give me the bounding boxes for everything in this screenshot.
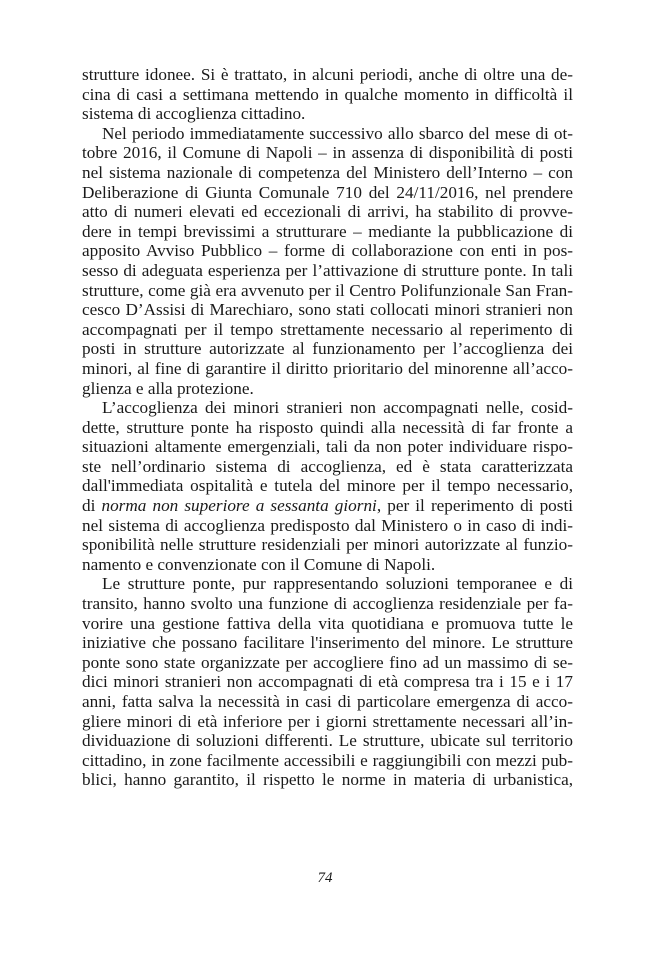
text-line: minori, al fine di garantire il diritto prioritario del minorenne all’acco- — [82, 358, 573, 378]
text-segment: di — [82, 496, 102, 516]
text-line: ponte sono state organizzate per accogliere fino ad un massimo di se- — [82, 652, 573, 672]
text-line: vorire una gestione fattiva della vita quotidiana e promuova tutte le — [82, 613, 573, 633]
text-line: sesso di adeguata esperienza per l’attivazione di strutture ponte. In tali — [82, 260, 573, 280]
text-line: situazioni altamente emergenziali, tali da non poter individuare rispo- — [82, 437, 573, 457]
text-line: tobre 2016, il Comune di Napoli – in assenza di disponibilità di posti — [82, 143, 573, 163]
text-line: iniziative che possano facilitare l'inserimento del minore. Le strutture — [82, 633, 573, 653]
body-text — [82, 65, 573, 790]
text-line: dici minori stranieri non accompagnati di età compresa tra i 15 e i 17 — [82, 672, 573, 692]
page-number: 74 — [317, 870, 333, 886]
text-line: dette, strutture ponte ha risposto quindi alla necessità di far fronte a — [82, 417, 573, 437]
text-line: cesco D’Assisi di Marechiaro, sono stati collocati minori stranieri non — [82, 300, 573, 320]
text-line: nel sistema nazionale di competenza del Ministero dell’Interno – con — [82, 162, 573, 182]
text-line: Nel periodo immediatamente successivo allo sbarco del mese di ot- — [102, 123, 573, 143]
text-line: transito, hanno svolto una funzione di accoglienza residenziale per fa- — [82, 594, 573, 614]
italic-phrase: norma non superiore a sessanta giorni — [101, 496, 377, 516]
text-line: cina di casi a settimana mettendo in qualche momento in difficoltà il — [82, 84, 573, 104]
text-line: atto di numeri elevati ed eccezionali di arrivi, ha stabilito di provve- — [82, 202, 573, 222]
text-line: strutture, come già era avvenuto per il Centro Polifunzionale San Fran- — [82, 280, 573, 300]
text-segment: , per il reperimento di posti — [376, 496, 573, 516]
text-line: apposito Avviso Pubblico – forme di collaborazione con enti in pos- — [82, 241, 573, 261]
text-line: L’accoglienza dei minori stranieri non accompagnati nelle, cosid- — [102, 398, 573, 418]
text-line: dividuazione di soluzioni differenti. Le strutture, ubicate sul territorio — [82, 731, 573, 751]
text-line: namento e convenzionate con il Comune di Napoli. — [82, 554, 436, 574]
text-line: Le strutture ponte, pur rappresentando soluzioni temporanee e di — [102, 574, 573, 594]
text-line: dere in tempi brevissimi a strutturare – mediante la pubblicazione di — [82, 221, 573, 241]
text-line: accompagnati per il tempo strettamente necessario al reperimento di — [82, 319, 573, 339]
text-line: anni, fatta salva la necessità in casi di particolare emergenza di acco- — [82, 692, 573, 711]
text-line: sponibilità nelle strutture residenziali per minori autorizzate al funzio- — [82, 535, 573, 555]
text-line — [82, 496, 573, 516]
text-line: strutture idonee. Si è trattato, in alcuni periodi, anche di oltre una de- — [82, 65, 573, 84]
text-line: nel sistema di accoglienza predisposto dal Ministero o in caso di indi- — [82, 515, 573, 535]
text-line: ste nell’ordinario sistema di accoglienza, ed è stata caratterizzata — [82, 456, 573, 476]
text-line: glienza e alla protezione. — [82, 378, 254, 398]
text-line: gliere minori di età inferiore per i giorni strettamente necessari all’in- — [82, 711, 573, 731]
text-line: blici, hanno garantito, il rispetto le norme in materia di urbanistica, — [82, 770, 573, 790]
text-line: sistema di accoglienza cittadino. — [82, 104, 306, 124]
text-line: posti in strutture autorizzate al funzionamento per l’accoglienza dei — [82, 339, 573, 359]
text-line: cittadino, in zone facilmente accessibili e raggiungibili con mezzi pub- — [82, 750, 573, 770]
text-line: dall'immediata ospitalità e tutela del minore per il tempo necessario, — [82, 476, 573, 496]
text-line: Deliberazione di Giunta Comunale 710 del 24/11/2016, nel prendere — [82, 182, 573, 202]
